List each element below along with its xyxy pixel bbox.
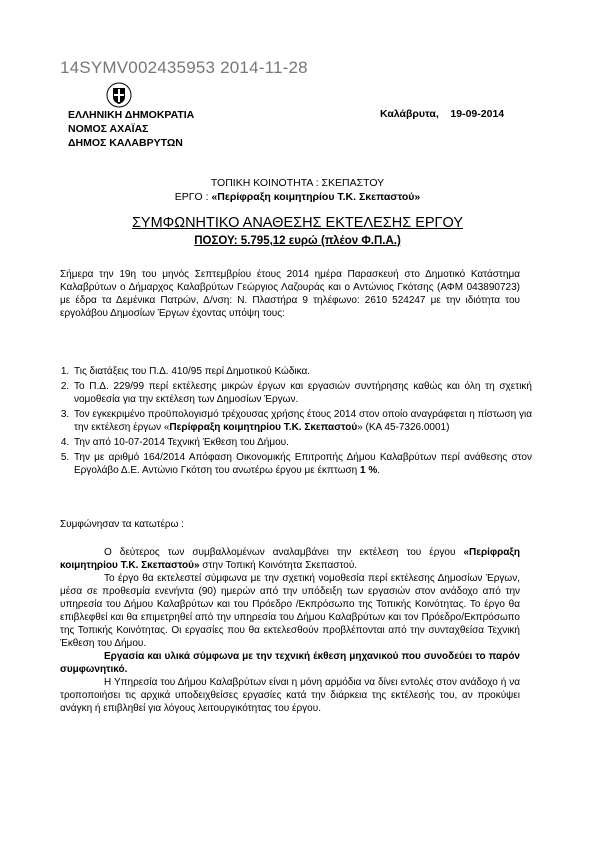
consideration-text: Την από 10-07-2014 Τεχνική Έκθεση του Δήμου. (74, 437, 289, 448)
document-stamp-id: 14SYMV002435953 2014-11-28 (60, 58, 308, 77)
community-block (60, 176, 535, 204)
list-item (72, 365, 532, 378)
consideration-bold: 1 % (360, 465, 378, 476)
clause-text: Ο δεύτερος των συμβαλλομένων αναλαμβάνει την εκτέλεση του έργου (104, 547, 464, 558)
clause-scope (60, 546, 520, 572)
consideration-bold: Περίφραξη κοιμητηρίου Τ.Κ. Σκεπαστού (169, 422, 358, 433)
clause-project-name: «Περίφραξη κοιμητηρίου Τ.Κ. Σκεπαστού» (60, 547, 520, 571)
clause-authority: Η Υπηρεσία του Δήμου Καλαβρύτων είναι η μόνη αρμόδια να δίνει εντολές στον ανάδοχο ή να τροποποιήσει τις αρχικά υποδειχθείσες εργασίες κατά την διάρκεια της εκτέλεσής του, αν προκύψει ανάγκη ή επιβληθεί για λόγους λειτουργικότητας του έργου. (60, 677, 520, 714)
intro-paragraph: Σήμερα την 19η του μηνός Σεπτεμβρίου έτους 2014 ημέρα Παρασκευή στο Δημοτικό Κατάστημα Καλαβρύτων ο Δήμαρχος Καλαβρύτων Γεώργιος Λαζουράς και ο Αντώνιος Γκότσης (ΑΦΜ 043890723) με έδρα τα Δεμένικα Πατρών, Δ/νση: Ν. Πλαστήρα 9 τηλέφωνο: 2610 524247 με την ιδιότητα του εργολάβου Δημοσίων Έργων έχοντας υπόψη τους: (60, 269, 520, 319)
list-item (72, 408, 532, 434)
list-item (72, 436, 532, 449)
clause-text: στην Τοπική Κοινότητα Σκεπαστού. (199, 560, 358, 571)
consideration-text: Τις διατάξεις του Π.Δ. 410/95 περί Δημοτικού Κώδικα. (74, 366, 311, 377)
document-title: ΣΥΜΦΩΝΗΤΙΚΟ ΑΝΑΘΕΣΗΣ ΕΚΤΕΛΕΣΗΣ ΕΡΓΟΥ (131, 215, 464, 231)
project-name: «Περίφραξη κοιμητηρίου Τ.Κ. Σκεπαστού» (211, 191, 421, 203)
agreed-heading: Συμφώνησαν τα κατωτέρω : (60, 519, 184, 530)
community-name: ΤΟΠΙΚΗ ΚΟΙΝΟΤΗΤΑ : ΣΚΕΠΑΣΤΟΥ (210, 177, 385, 189)
header-prefecture: ΝΟΜΟΣ ΑΧΑΪΑΣ (68, 123, 149, 135)
list-item (72, 380, 532, 406)
clause-materials-text: Εργασία και υλικά σύμφωνα με την τεχνική έκθεση μηχανικού που συνοδεύει το παρόν συμφωνητικό. (60, 651, 520, 675)
list-item (72, 451, 532, 477)
issuer-header (68, 108, 194, 150)
considerations-list (60, 365, 532, 479)
header-country: ΕΛΛΗΝΙΚΗ ΔΗΜΟΚΡΑΤΙΑ (68, 109, 195, 121)
place-and-date: Καλάβρυτα, 19-09-2014 (380, 108, 505, 120)
clause-execution: Το έργο θα εκτελεστεί σύμφωνα με την σχετική νομοθεσία περί εκτέλεσης Δημοσίων Έργων, μέσα σε προθεσμία ενενήντα (90) ημερών από την υπόδειξη των εργασιών στον ανάδοχο από την υπηρεσία του Δήμου Καλαβρύτων και του Πρόεδρο /Εκπρόσωπο της Τοπικής Κοινότητας. Το έργο θα επιβλεφθεί και θα επιμετρηθεί από την υπηρεσία του Δήμου Καλαβρύτων και τον Πρόεδρο/Εκπρόσωπο της Τοπικής Κοινότητας. Οι εργασίες που θα εκτελεσθούν προβλέπονται από την συνταχθείσα Τεχνική Έκθεση του Δήμου. (60, 573, 520, 649)
contract-amount: ΠΟΣΟΥ: 5.795,12 ευρώ (πλέον Φ.Π.Α.) (194, 235, 401, 247)
greek-coat-of-arms-icon (106, 82, 132, 108)
project-line (60, 190, 535, 204)
contract-clauses (60, 546, 520, 715)
project-label: ΕΡΓΟ : (174, 191, 212, 203)
consideration-text: » (ΚΑ 45-7326.0001) (357, 422, 450, 433)
consideration-text: Την με αριθμό 164/2014 Απόφαση Οικονομικής Επιτροπής Δήμου Καλαβρύτων περί ανάθεσης στον Εργολάβο Δ.Ε. Αντώνιο Γκότση του ανωτέρω έργου με έκπτωση (74, 452, 532, 476)
header-municipality: ΔΗΜΟΣ ΚΑΛΑΒΡΥΤΩΝ (68, 137, 183, 149)
consideration-text: Το Π.Δ. 229/99 περί εκτέλεσης μικρών έργων και εργασιών συντήρησης καθώς και όλη τη σχετική νομοθεσία για την εκτέλεση των Δημοσίων Έργων. (74, 381, 532, 405)
consideration-text: Τον εγκεκριμένο προϋπολογισμό τρέχουσας χρήσης έτους 2014 στον οποίο αναγράφεται η πίστωση για την εκτέλεση έργων « (74, 409, 532, 433)
consideration-text: . (377, 465, 381, 476)
clause-materials (60, 650, 520, 676)
